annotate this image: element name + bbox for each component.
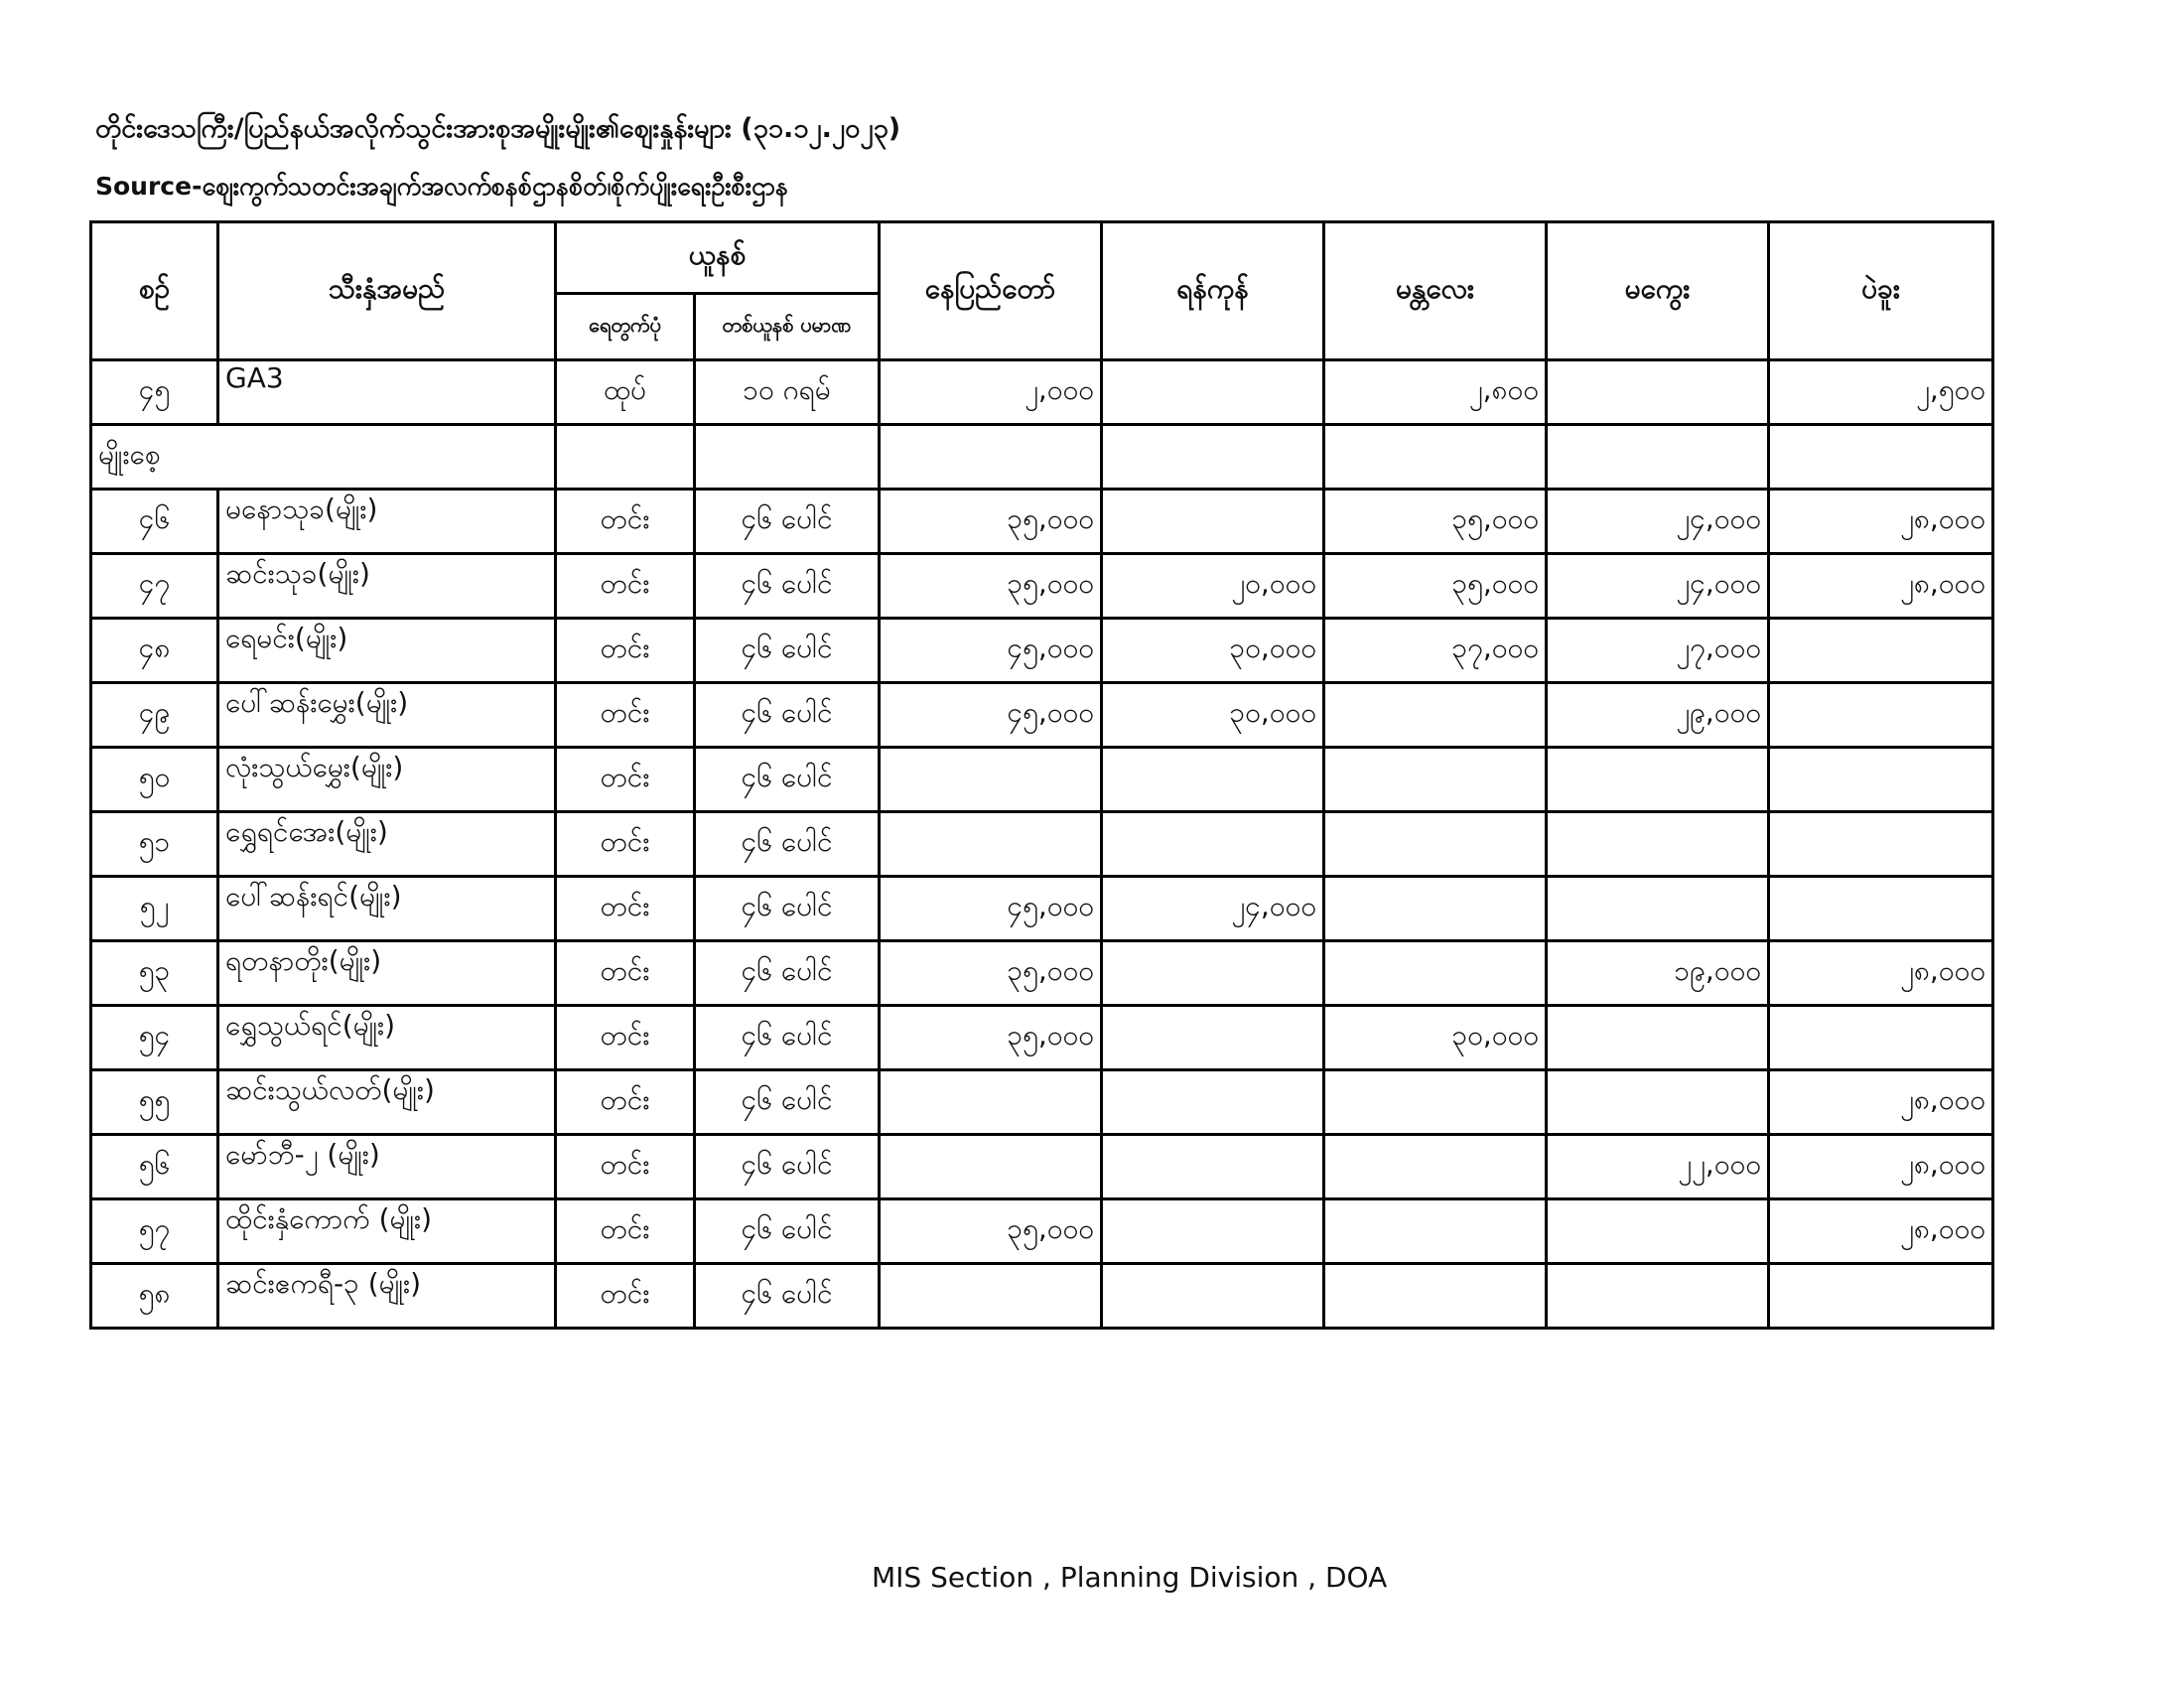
table-row [91, 683, 1993, 748]
table-row [91, 1199, 1993, 1264]
cell-no: ၅၃ [91, 941, 218, 1006]
cell-naypyitaw: ၄၅,၀၀၀ [880, 619, 1102, 683]
table-row [91, 1070, 1993, 1135]
cell-mandalay [1324, 1264, 1547, 1329]
header-mandalay: မန္တလေး [1324, 222, 1547, 360]
cell-unit: တင်း [556, 554, 695, 619]
cell-bago [1769, 877, 1993, 941]
cell-unit: တင်း [556, 683, 695, 748]
cell-no: ၄၅ [91, 360, 218, 425]
cell-yangon [1102, 812, 1324, 877]
cell-bago [1769, 683, 1993, 748]
cell-qty: ၄၆ ပေါင် [695, 1135, 880, 1199]
cell-name: လုံးသွယ်မွှေး(မျိုး) [218, 748, 556, 812]
cell-name: ရွှေသွယ်ရင်(မျိုး) [218, 1006, 556, 1070]
cell-naypyitaw [880, 1135, 1102, 1199]
source-line: Source-ဈေးကွက်သတင်းအချက်အလက်စနစ်ဌာနစိတ်၊စိုက်ပျိုးရေးဦးစီးဌာန [95, 172, 789, 201]
cell-mandalay: ၂,၈၀၀ [1324, 360, 1547, 425]
table-row [91, 619, 1993, 683]
cell-qty: ၄၆ ပေါင် [695, 1199, 880, 1264]
table-row [91, 941, 1993, 1006]
cell-qty: ၄၆ ပေါင် [695, 812, 880, 877]
cell-unit: တင်း [556, 1006, 695, 1070]
group-label: မျိုးစေ့ [91, 425, 556, 490]
cell-no: ၄၈ [91, 619, 218, 683]
cell-naypyitaw: ၃၅,၀၀၀ [880, 490, 1102, 554]
cell-no: ၅၁ [91, 812, 218, 877]
cell-naypyitaw: ၃၅,၀၀၀ [880, 941, 1102, 1006]
cell-mandalay: ၃၅,၀၀၀ [1324, 490, 1547, 554]
cell-unit: တင်း [556, 748, 695, 812]
table-row [91, 812, 1993, 877]
cell-bago: ၂၈,၀၀၀ [1769, 1199, 1993, 1264]
cell-magway: ၂၇,၀၀၀ [1547, 619, 1769, 683]
cell-magway [1547, 1006, 1769, 1070]
cell-empty [1102, 425, 1324, 490]
table-row [91, 554, 1993, 619]
cell-unit: ထုပ် [556, 360, 695, 425]
cell-no: ၅၂ [91, 877, 218, 941]
cell-qty: ၁၀ ဂရမ် [695, 360, 880, 425]
cell-empty [695, 425, 880, 490]
cell-mandalay: ၃၇,၀၀၀ [1324, 619, 1547, 683]
cell-qty: ၄၆ ပေါင် [695, 619, 880, 683]
cell-magway: ၂၉,၀၀၀ [1547, 683, 1769, 748]
cell-name: ဆင်းသွယ်လတ်(မျိုး) [218, 1070, 556, 1135]
cell-naypyitaw [880, 1070, 1102, 1135]
cell-name: ပေါ်ဆန်းရင်(မျိုး) [218, 877, 556, 941]
cell-unit: တင်း [556, 1070, 695, 1135]
cell-mandalay [1324, 812, 1547, 877]
footer-text: MIS Section , Planning Division , DOA [872, 1561, 1388, 1594]
page-title: တိုင်းဒေသကြီး/ပြည်နယ်အလိုက်သွင်းအားစုအမျိုးမျိုး၏ဈေးနှုန်းများ (၃၁.၁၂.၂၀၂၃) [95, 113, 901, 144]
cell-unit: တင်း [556, 1135, 695, 1199]
cell-name: မော်ဘီ-၂ (မျိုး) [218, 1135, 556, 1199]
cell-yangon [1102, 1135, 1324, 1199]
cell-mandalay: ၃၅,၀၀၀ [1324, 554, 1547, 619]
cell-empty [880, 425, 1102, 490]
cell-bago: ၂၈,၀၀၀ [1769, 941, 1993, 1006]
cell-magway [1547, 1264, 1769, 1329]
cell-empty [1547, 425, 1769, 490]
cell-unit: တင်း [556, 619, 695, 683]
cell-no: ၅၅ [91, 1070, 218, 1135]
cell-mandalay [1324, 748, 1547, 812]
cell-qty: ၄၆ ပေါင် [695, 490, 880, 554]
cell-qty: ၄၆ ပေါင် [695, 877, 880, 941]
cell-qty: ၄၆ ပေါင် [695, 1264, 880, 1329]
cell-no: ၅၆ [91, 1135, 218, 1199]
cell-mandalay [1324, 1135, 1547, 1199]
header-naypyitaw: နေပြည်တော် [880, 222, 1102, 360]
cell-yangon: ၃၀,၀၀၀ [1102, 619, 1324, 683]
cell-bago: ၂,၅၀၀ [1769, 360, 1993, 425]
cell-name: ဆင်းဧကရီ-၃ (မျိုး) [218, 1264, 556, 1329]
cell-qty: ၄၆ ပေါင် [695, 1006, 880, 1070]
header-unit: ယူနစ် [556, 222, 880, 294]
cell-qty: ၄၆ ပေါင် [695, 941, 880, 1006]
cell-unit: တင်း [556, 877, 695, 941]
header-bago: ပဲခူး [1769, 222, 1993, 360]
cell-unit: တင်း [556, 490, 695, 554]
cell-qty: ၄၆ ပေါင် [695, 748, 880, 812]
header-unit-qty: တစ်ယူနစ် ပမာဏ [695, 293, 880, 360]
cell-yangon [1102, 1264, 1324, 1329]
header-no: စဉ် [91, 222, 218, 360]
header-magway: မကွေး [1547, 222, 1769, 360]
cell-qty: ၄၆ ပေါင် [695, 554, 880, 619]
cell-no: ၅၄ [91, 1006, 218, 1070]
cell-yangon [1102, 1006, 1324, 1070]
cell-bago: ၂၈,၀၀၀ [1769, 554, 1993, 619]
cell-empty [556, 425, 695, 490]
cell-yangon [1102, 748, 1324, 812]
cell-naypyitaw: ၄၅,၀၀၀ [880, 683, 1102, 748]
cell-bago [1769, 1006, 1993, 1070]
cell-bago: ၂၈,၀၀၀ [1769, 490, 1993, 554]
cell-yangon [1102, 1070, 1324, 1135]
cell-magway [1547, 812, 1769, 877]
cell-magway: ၂၂,၀၀၀ [1547, 1135, 1769, 1199]
cell-no: ၄၆ [91, 490, 218, 554]
cell-qty: ၄၆ ပေါင် [695, 683, 880, 748]
table-row [91, 877, 1993, 941]
cell-mandalay: ၃၀,၀၀၀ [1324, 1006, 1547, 1070]
cell-naypyitaw: ၂,၀၀၀ [880, 360, 1102, 425]
cell-name: ရွှေရင်အေး(မျိုး) [218, 812, 556, 877]
cell-mandalay [1324, 683, 1547, 748]
cell-name: ရေမင်း(မျိုး) [218, 619, 556, 683]
cell-yangon [1102, 1199, 1324, 1264]
cell-magway [1547, 1199, 1769, 1264]
cell-magway [1547, 877, 1769, 941]
cell-naypyitaw [880, 1264, 1102, 1329]
cell-mandalay [1324, 941, 1547, 1006]
cell-no: ၅၀ [91, 748, 218, 812]
cell-name: ပေါ်ဆန်းမွှေး(မျိုး) [218, 683, 556, 748]
cell-mandalay [1324, 877, 1547, 941]
cell-yangon: ၃၀,၀၀၀ [1102, 683, 1324, 748]
table-row [91, 1264, 1993, 1329]
cell-bago [1769, 1264, 1993, 1329]
table-row [91, 360, 1993, 425]
cell-qty: ၄၆ ပေါင် [695, 1070, 880, 1135]
cell-yangon [1102, 490, 1324, 554]
cell-unit: တင်း [556, 1264, 695, 1329]
cell-no: ၄၉ [91, 683, 218, 748]
group-row [91, 425, 1993, 490]
cell-name: ထိုင်းနှံကောက် (မျိုး) [218, 1199, 556, 1264]
cell-magway [1547, 1070, 1769, 1135]
cell-empty [1769, 425, 1993, 490]
header-name: သီးနှံအမည် [218, 222, 556, 360]
cell-naypyitaw: ၃၅,၀၀၀ [880, 554, 1102, 619]
cell-no: ၅၈ [91, 1264, 218, 1329]
cell-magway [1547, 360, 1769, 425]
cell-mandalay [1324, 1070, 1547, 1135]
cell-naypyitaw: ၃၅,၀၀၀ [880, 1006, 1102, 1070]
cell-name: ရတနာတိုး(မျိုး) [218, 941, 556, 1006]
cell-bago: ၂၈,၀၀၀ [1769, 1070, 1993, 1135]
table-row [91, 490, 1993, 554]
cell-name: ဆင်းသုခ(မျိုး) [218, 554, 556, 619]
price-table [89, 220, 1994, 1330]
cell-unit: တင်း [556, 941, 695, 1006]
cell-bago [1769, 619, 1993, 683]
cell-naypyitaw [880, 748, 1102, 812]
cell-yangon [1102, 360, 1324, 425]
cell-yangon: ၂၀,၀၀၀ [1102, 554, 1324, 619]
cell-naypyitaw: ၃၅,၀၀၀ [880, 1199, 1102, 1264]
cell-empty [1324, 425, 1547, 490]
cell-magway: ၂၄,၀၀၀ [1547, 490, 1769, 554]
cell-bago [1769, 812, 1993, 877]
cell-name: GA3 [218, 360, 556, 425]
header-yangon: ရန်ကုန် [1102, 222, 1324, 360]
cell-no: ၅၇ [91, 1199, 218, 1264]
cell-mandalay [1324, 1199, 1547, 1264]
cell-yangon [1102, 941, 1324, 1006]
cell-unit: တင်း [556, 1199, 695, 1264]
cell-naypyitaw: ၄၅,၀၀၀ [880, 877, 1102, 941]
cell-bago: ၂၈,၀၀၀ [1769, 1135, 1993, 1199]
cell-unit: တင်း [556, 812, 695, 877]
cell-bago [1769, 748, 1993, 812]
cell-magway: ၁၉,၀၀၀ [1547, 941, 1769, 1006]
cell-yangon: ၂၄,၀၀၀ [1102, 877, 1324, 941]
cell-name: မနောသုခ(မျိုး) [218, 490, 556, 554]
cell-no: ၄၇ [91, 554, 218, 619]
table-row [91, 748, 1993, 812]
cell-magway [1547, 748, 1769, 812]
cell-naypyitaw [880, 812, 1102, 877]
header-unit-type: ရေတွက်ပုံ [556, 293, 695, 360]
cell-magway: ၂၄,၀၀၀ [1547, 554, 1769, 619]
table-row [91, 1006, 1993, 1070]
table-row [91, 1135, 1993, 1199]
